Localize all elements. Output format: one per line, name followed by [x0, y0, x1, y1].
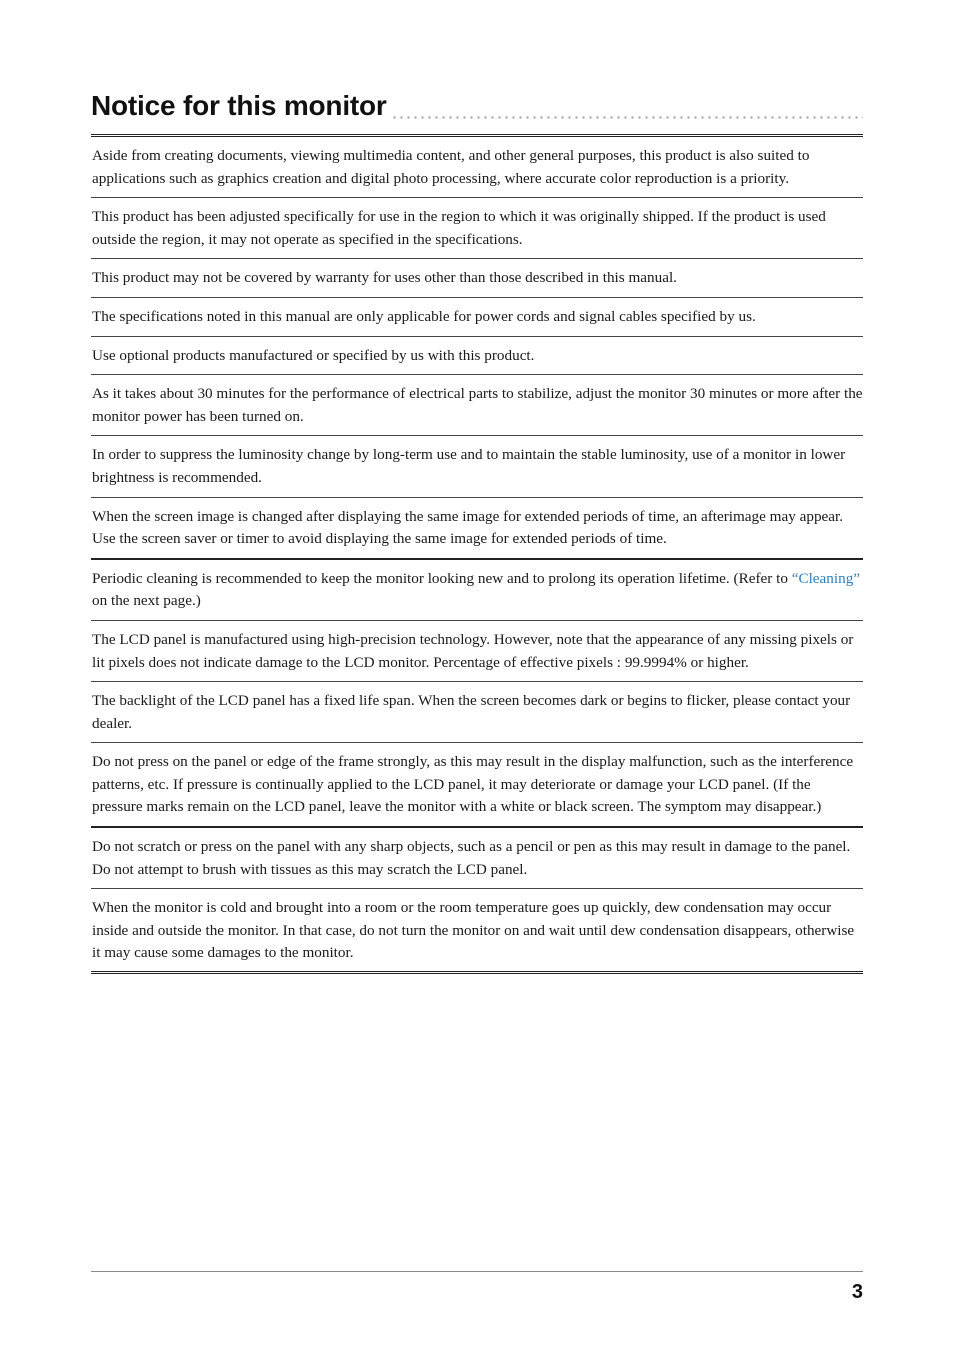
page-number: 3 — [851, 1281, 863, 1303]
notice-item — [91, 298, 863, 337]
notice-text: In order to suppress the luminosity change by long-term use and to maintain the stable luminosity, use of a monitor in lower brightness is recommended. — [92, 446, 846, 486]
notice-item — [91, 560, 863, 621]
notice-text: The specifications noted in this manual are only applicable for power cords and signal cables specified by us. — [92, 307, 756, 325]
notice-text: When the monitor is cold and brought into a room or the room temperature goes up quickly, dew condensation may occur inside and outside the monitor. In that case, do not turn the monitor on and wait until dew condensation disappears, otherwise it may cause some damages to the monitor. — [92, 899, 855, 962]
notice-text: Do not press on the panel or edge of the frame strongly, as this may result in the display malfunction, such as the interference patterns, etc. If pressure is continually applied to the LCD panel, it may deteriorate or damage your LCD panel. (If the pressure marks remain on the LCD panel, leave the monitor with a white or black screen. The symptom may disappear.) — [92, 753, 854, 816]
notice-item — [91, 621, 863, 682]
title-row — [91, 88, 863, 122]
notice-item — [91, 436, 863, 497]
notice-text: The LCD panel is manufactured using high-precision technology. However, note that the appearance of any missing pixels or lit pixels does not indicate damage to the LCD monitor. Percentage of effective pixels : 99.9994% or higher. — [92, 630, 854, 671]
notice-item — [91, 682, 863, 743]
notice-text: Aside from creating documents, viewing multimedia content, and other general purposes, this product is also suited to applications such as graphics creation and digital photo processing, where accurate color reproduction is a priority. — [92, 147, 810, 187]
notice-item — [91, 743, 863, 828]
notice-item — [91, 337, 863, 376]
page-title: Notice for this monitor — [91, 90, 387, 121]
notice-item — [91, 198, 863, 259]
notice-text-before-link: Periodic cleaning is recommended to keep the monitor looking new and to prolong its operation lifetime. (Refer to — [92, 569, 792, 587]
notice-item — [91, 375, 863, 436]
notice-text: Use optional products manufactured or specified by us with this product. — [92, 346, 535, 364]
notice-item — [91, 259, 863, 298]
notice-item — [91, 498, 863, 560]
notice-list — [91, 137, 863, 974]
notice-text: Do not scratch or press on the panel with any sharp objects, such as a pencil or pen as this may result in damage to the panel. Do not attempt to brush with tissues as this may scratch the LCD panel. — [92, 838, 851, 878]
title-dotted-leader — [391, 116, 863, 119]
notice-item — [91, 137, 863, 198]
cleaning-link[interactable]: “Cleaning” — [791, 569, 861, 587]
notice-text: As it takes about 30 minutes for the performance of electrical parts to stabilize, adjust the monitor 30 minutes or more after the monitor power has been turned on. — [92, 385, 863, 425]
notice-text: This product has been adjusted specifically for use in the region to which it was originally shipped. If the product is used outside the region, it may not operate as specified in the specifications. — [92, 208, 826, 248]
notice-item — [91, 828, 863, 889]
footer-rule — [91, 1271, 863, 1272]
notice-text-after-link: on the next page.) — [92, 592, 201, 610]
notice-text: When the screen image is changed after displaying the same image for extended periods of time, an afterimage may appear. Use the screen saver or timer to avoid displaying the same image for extended periods of time. — [92, 507, 844, 548]
notice-item — [91, 889, 863, 974]
notice-text: The backlight of the LCD panel has a fixed life span. When the screen becomes dark or begins to flicker, please contact your dealer. — [92, 692, 851, 732]
notice-text: This product may not be covered by warranty for uses other than those described in this manual. — [92, 269, 677, 287]
